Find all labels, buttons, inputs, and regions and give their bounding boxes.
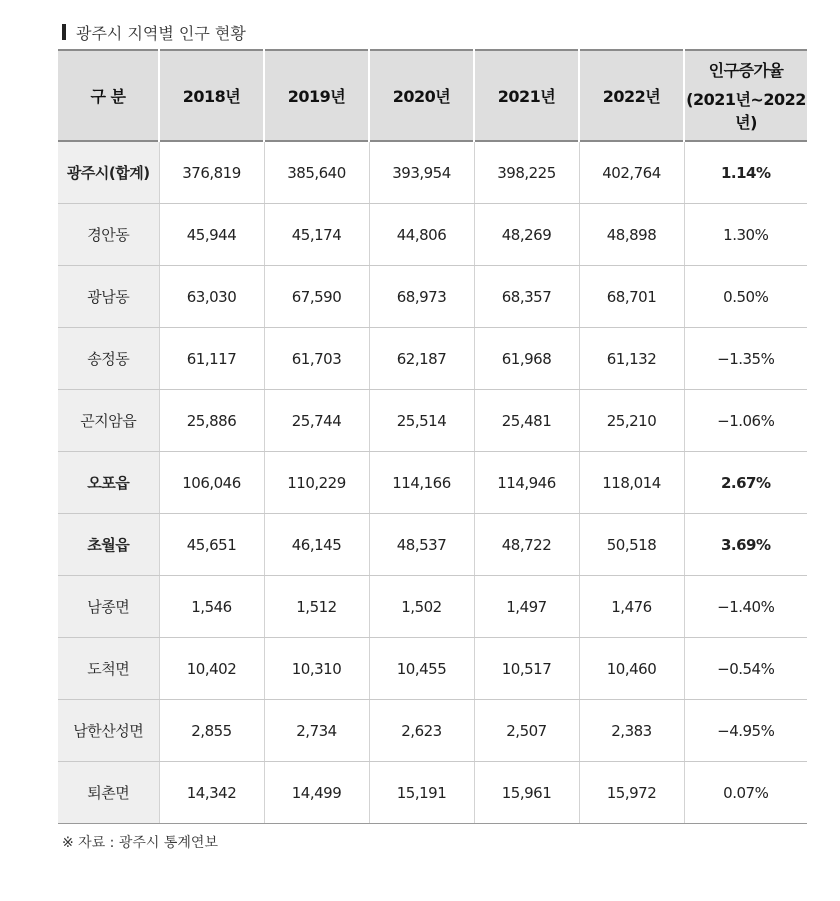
value-cell: 2,507: [474, 700, 579, 762]
value-cell: 61,968: [474, 328, 579, 390]
header-2022: 2022년: [579, 50, 684, 141]
value-cell: 25,514: [369, 390, 474, 452]
value-cell: 10,402: [159, 638, 264, 700]
table-row: [58, 700, 807, 762]
header-growth-rate-label: 인구증가율: [708, 61, 784, 80]
value-cell: 48,269: [474, 204, 579, 266]
region-cell: 광남동: [58, 266, 159, 328]
header-growth-rate-period: (2021년~2022년): [686, 90, 806, 132]
growth-rate-cell: 3.69%: [684, 514, 807, 576]
source-note: ※ 자료 : 광주시 통계연보: [62, 835, 218, 851]
population-table: [58, 49, 807, 824]
value-cell: 45,944: [159, 204, 264, 266]
table-row: [58, 576, 807, 638]
value-cell: 48,722: [474, 514, 579, 576]
growth-rate-cell: −1.40%: [684, 576, 807, 638]
value-cell: 15,961: [474, 762, 579, 824]
growth-rate-cell: −1.06%: [684, 390, 807, 452]
value-cell: 2,623: [369, 700, 474, 762]
value-cell: 1,502: [369, 576, 474, 638]
region-cell: 초월읍: [58, 514, 159, 576]
growth-rate-cell: 0.07%: [684, 762, 807, 824]
value-cell: 14,499: [264, 762, 369, 824]
region-cell: 오포읍: [58, 452, 159, 514]
value-cell: 1,512: [264, 576, 369, 638]
value-cell: 45,651: [159, 514, 264, 576]
value-cell: 402,764: [579, 141, 684, 204]
value-cell: 25,210: [579, 390, 684, 452]
value-cell: 14,342: [159, 762, 264, 824]
value-cell: 2,855: [159, 700, 264, 762]
region-cell: 퇴촌면: [58, 762, 159, 824]
value-cell: 1,497: [474, 576, 579, 638]
value-cell: 106,046: [159, 452, 264, 514]
region-cell: 송정동: [58, 328, 159, 390]
value-cell: 15,972: [579, 762, 684, 824]
value-cell: 25,744: [264, 390, 369, 452]
growth-rate-cell: 2.67%: [684, 452, 807, 514]
header-2019: 2019년: [264, 50, 369, 141]
value-cell: 67,590: [264, 266, 369, 328]
value-cell: 114,166: [369, 452, 474, 514]
value-cell: 118,014: [579, 452, 684, 514]
value-cell: 61,703: [264, 328, 369, 390]
value-cell: 393,954: [369, 141, 474, 204]
growth-rate-cell: 0.50%: [684, 266, 807, 328]
value-cell: 50,518: [579, 514, 684, 576]
value-cell: 1,546: [159, 576, 264, 638]
title-bar-marker: [62, 24, 66, 40]
table-row: [58, 390, 807, 452]
header-2020: 2020년: [369, 50, 474, 141]
value-cell: 61,132: [579, 328, 684, 390]
region-cell: 남종면: [58, 576, 159, 638]
value-cell: 10,310: [264, 638, 369, 700]
growth-rate-cell: −1.35%: [684, 328, 807, 390]
value-cell: 61,117: [159, 328, 264, 390]
table-row: [58, 762, 807, 824]
value-cell: 110,229: [264, 452, 369, 514]
title-text: 광주시 지역별 인구 현황: [76, 23, 246, 43]
table-title: [62, 19, 246, 45]
growth-rate-cell: −0.54%: [684, 638, 807, 700]
growth-rate-cell: 1.30%: [684, 204, 807, 266]
value-cell: 114,946: [474, 452, 579, 514]
header-2018: 2018년: [159, 50, 264, 141]
value-cell: 62,187: [369, 328, 474, 390]
region-cell: 경안동: [58, 204, 159, 266]
value-cell: 2,383: [579, 700, 684, 762]
table-row: [58, 266, 807, 328]
table-row: [58, 638, 807, 700]
value-cell: 68,701: [579, 266, 684, 328]
value-cell: 1,476: [579, 576, 684, 638]
value-cell: 398,225: [474, 141, 579, 204]
value-cell: 385,640: [264, 141, 369, 204]
region-cell: 남한산성면: [58, 700, 159, 762]
header-growth-rate: [684, 50, 807, 141]
value-cell: 44,806: [369, 204, 474, 266]
header-category: 구 분: [58, 50, 159, 141]
growth-rate-cell: −4.95%: [684, 700, 807, 762]
value-cell: 25,481: [474, 390, 579, 452]
value-cell: 68,357: [474, 266, 579, 328]
value-cell: 48,537: [369, 514, 474, 576]
region-cell: 광주시(합계): [58, 141, 159, 204]
table-row: [58, 452, 807, 514]
header-2021: 2021년: [474, 50, 579, 141]
value-cell: 15,191: [369, 762, 474, 824]
value-cell: 45,174: [264, 204, 369, 266]
header-row: [58, 50, 807, 141]
value-cell: 48,898: [579, 204, 684, 266]
table-row: [58, 514, 807, 576]
value-cell: 68,973: [369, 266, 474, 328]
value-cell: 10,460: [579, 638, 684, 700]
value-cell: 10,517: [474, 638, 579, 700]
table-row: [58, 204, 807, 266]
growth-rate-cell: 1.14%: [684, 141, 807, 204]
region-cell: 곤지암읍: [58, 390, 159, 452]
value-cell: 46,145: [264, 514, 369, 576]
value-cell: 63,030: [159, 266, 264, 328]
value-cell: 25,886: [159, 390, 264, 452]
table-row: [58, 328, 807, 390]
value-cell: 10,455: [369, 638, 474, 700]
region-cell: 도척면: [58, 638, 159, 700]
value-cell: 376,819: [159, 141, 264, 204]
value-cell: 2,734: [264, 700, 369, 762]
table-row: [58, 141, 807, 204]
